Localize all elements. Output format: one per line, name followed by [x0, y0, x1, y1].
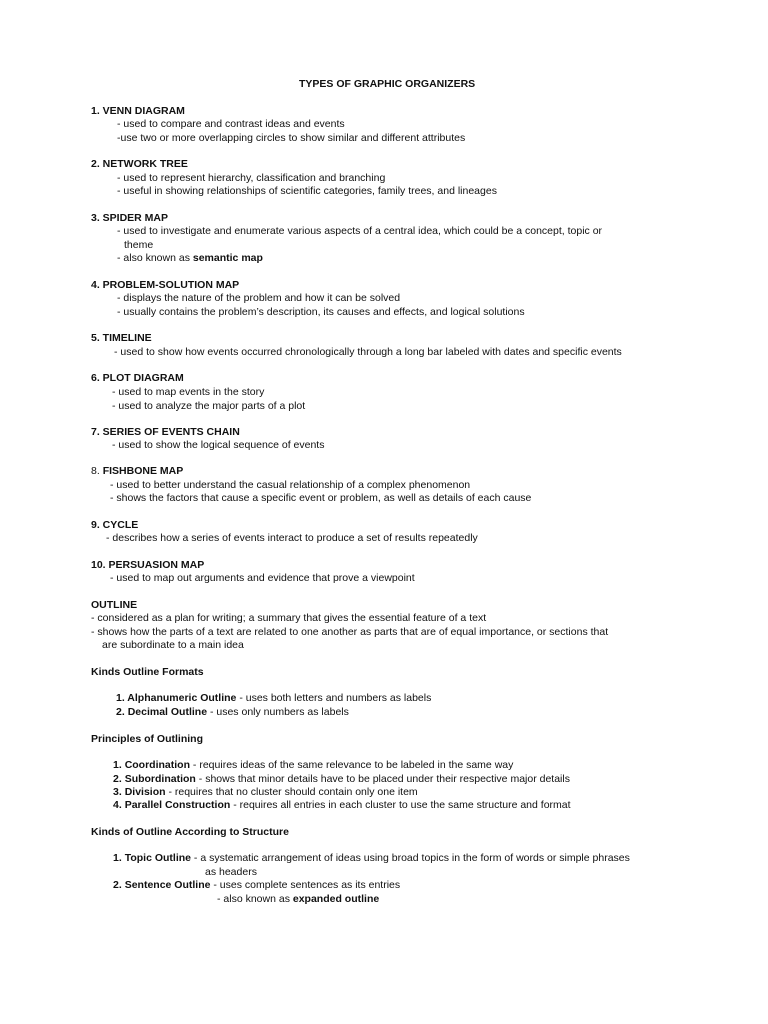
structure-item-continuation: as headers [205, 866, 257, 878]
continuation-text: - also known as [217, 893, 293, 905]
organizer-line-text: - also known as [117, 252, 193, 264]
organizer-heading-persuasion-map: 10. PERSUASION MAP [91, 559, 205, 571]
heading-number: 8. [91, 465, 103, 477]
structure-item [113, 852, 630, 865]
organizer-line: - usually contains the problem’s description, its causes and effects, and logical solutions [117, 306, 525, 318]
organizer-line: - used to map out arguments and evidence that prove a viewpoint [110, 572, 415, 584]
item-term: Sentence Outline [124, 879, 211, 891]
item-term: Division [124, 786, 166, 798]
item-term: Parallel Construction [124, 799, 231, 811]
item-number: 1. [116, 692, 128, 704]
principles-heading: Principles of Outlining [91, 733, 204, 745]
item-number: 1. [113, 759, 125, 771]
organizer-line: - shows the factors that cause a specific event or problem, as well as details of each cause [110, 492, 532, 504]
organizer-heading-timeline: 5. TIMELINE [91, 332, 152, 344]
item-term: Decimal Outline [127, 706, 208, 718]
organizer-heading-network-tree: 2. NETWORK TREE [91, 158, 188, 170]
item-number: 2. [116, 706, 128, 718]
organizer-heading-venn: 1. VENN DIAGRAM [91, 105, 185, 117]
organizer-heading-spider-map: 3. SPIDER MAP [91, 212, 169, 224]
organizer-heading-problem-solution: 4. PROBLEM-SOLUTION MAP [91, 279, 240, 291]
organizer-line: - displays the nature of the problem and how it can be solved [117, 292, 401, 304]
item-number: 3. [113, 786, 125, 798]
organizer-line: - used to show the logical sequence of events [112, 439, 325, 451]
item-term: Topic Outline [124, 852, 191, 864]
organizer-line: - used to map events in the story [112, 386, 265, 398]
item-desc: - uses both letters and numbers as labels [236, 692, 432, 704]
bold-term-semantic-map: semantic map [192, 252, 263, 264]
organizer-line: - used to show how events occurred chronologically through a long bar labeled with dates and specific events [114, 346, 622, 358]
structure-heading: Kinds of Outline According to Structure [91, 826, 289, 838]
item-term: Subordination [124, 773, 196, 785]
principle-item [113, 773, 570, 786]
organizer-heading-plot-diagram: 6. PLOT DIAGRAM [91, 372, 184, 384]
organizer-line: - used to represent hierarchy, classification and branching [117, 172, 386, 184]
principle-item [113, 799, 571, 812]
outline-line: are subordinate to a main idea [102, 639, 244, 651]
format-item [116, 706, 349, 719]
kinds-formats-heading: Kinds Outline Formats [91, 666, 204, 678]
item-number: 2. [113, 879, 125, 891]
bold-term-expanded-outline: expanded outline [292, 893, 380, 905]
item-term: Alphanumeric Outline [127, 692, 237, 704]
outline-line: - considered as a plan for writing; a summary that gives the essential feature of a text [91, 612, 487, 624]
item-desc: - uses only numbers as labels [207, 706, 349, 718]
item-desc: - requires all entries in each cluster to use the same structure and format [230, 799, 571, 811]
item-desc: - a systematic arrangement of ideas using broad topics in the form of words or simple phrases [191, 852, 630, 864]
organizer-line: theme [124, 239, 154, 251]
item-desc: - requires that no cluster should contain only one item [165, 786, 418, 798]
organizer-heading-cycle: 9. CYCLE [91, 519, 139, 531]
item-number: 4. [113, 799, 125, 811]
organizer-heading-fishbone [91, 465, 183, 478]
organizer-line: - used to compare and contrast ideas and events [117, 118, 345, 130]
organizer-line: - useful in showing relationships of scientific categories, family trees, and lineages [117, 185, 497, 197]
organizer-line [117, 252, 263, 265]
item-term: Coordination [124, 759, 191, 771]
organizer-line: - used to investigate and enumerate various aspects of a central idea, which could be a concept, topic or [117, 225, 603, 237]
item-number: 1. [113, 852, 125, 864]
organizer-line: - describes how a series of events interact to produce a set of results repeatedly [106, 532, 478, 544]
outline-line: - shows how the parts of a text are related to one another as parts that are of equal importance, or sections that [91, 626, 609, 638]
outline-heading: OUTLINE [91, 599, 138, 611]
item-desc: - shows that minor details have to be placed under their respective major details [195, 773, 570, 785]
organizer-line: -use two or more overlapping circles to show similar and different attributes [117, 132, 466, 144]
structure-item-continuation [217, 893, 379, 906]
format-item [116, 692, 431, 705]
heading-label: FISHBONE MAP [102, 465, 184, 477]
principle-item [113, 759, 513, 772]
item-desc: - uses complete sentences as its entries [210, 879, 401, 891]
structure-item [113, 879, 400, 892]
principle-item [113, 786, 418, 799]
item-number: 2. [113, 773, 125, 785]
organizer-line: - used to better understand the casual relationship of a complex phenomenon [110, 479, 471, 491]
organizer-line: - used to analyze the major parts of a plot [112, 400, 306, 412]
page-title: TYPES OF GRAPHIC ORGANIZERS [299, 78, 476, 90]
organizer-heading-series-of-events: 7. SERIES OF EVENTS CHAIN [91, 426, 240, 438]
item-desc: - requires ideas of the same relevance to be labeled in the same way [190, 759, 514, 771]
